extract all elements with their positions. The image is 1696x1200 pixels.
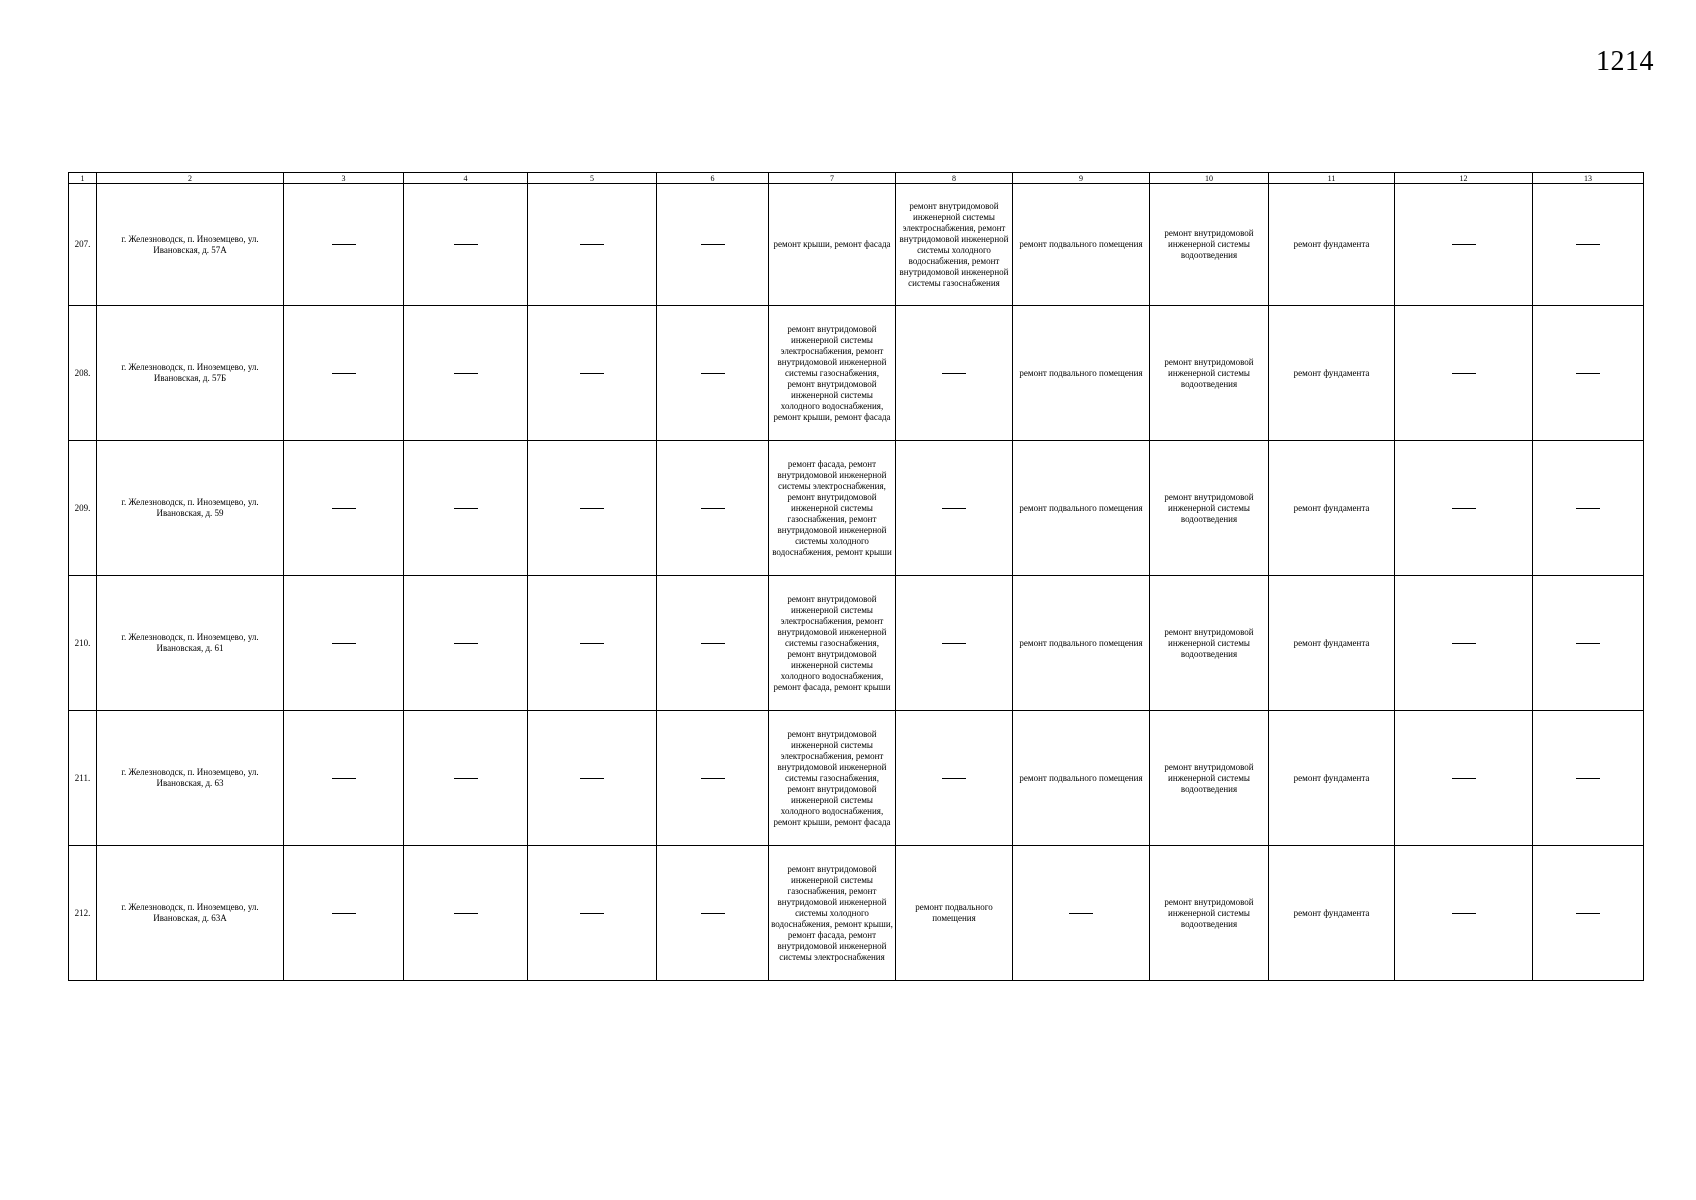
- column-header-1: 1: [69, 173, 97, 184]
- address-cell: г. Железноводск, п. Иноземцево, ул. Ивановская, д. 61: [97, 576, 284, 711]
- column-header-3: 3: [284, 173, 404, 184]
- column-header-2: 2: [97, 173, 284, 184]
- empty-dash: [454, 508, 478, 509]
- col-5-cell: [528, 184, 657, 306]
- column-header-10: 10: [1150, 173, 1269, 184]
- col-4-cell: [404, 184, 528, 306]
- col-7-cell: ремонт внутридомовой инженерной системы электроснабжения, ремонт внутридомовой инженерной системы газоснабжения, ремонт внутридомовой инженерной системы холодного водоснабжения, ремонт крыши, ремонт фасада: [769, 306, 896, 441]
- col-11-cell: ремонт фундамента: [1269, 441, 1395, 576]
- empty-dash: [454, 244, 478, 245]
- col-8-cell: [896, 576, 1013, 711]
- col-5-cell: [528, 306, 657, 441]
- col-7-cell: ремонт крыши, ремонт фасада: [769, 184, 896, 306]
- col-11-cell: ремонт фундамента: [1269, 306, 1395, 441]
- col-10-cell: ремонт внутридомовой инженерной системы водоотведения: [1150, 711, 1269, 846]
- empty-dash: [942, 508, 966, 509]
- col-4-cell: [404, 846, 528, 981]
- column-number-row: [69, 173, 1644, 184]
- empty-dash: [1452, 778, 1476, 779]
- col-10-cell: ремонт внутридомовой инженерной системы водоотведения: [1150, 576, 1269, 711]
- col-4-cell: [404, 576, 528, 711]
- empty-dash: [580, 778, 604, 779]
- column-header-9: 9: [1013, 173, 1150, 184]
- table-row: [69, 441, 1644, 576]
- col-3-cell: [284, 184, 404, 306]
- column-header-13: 13: [1533, 173, 1644, 184]
- col-13-cell: [1533, 441, 1644, 576]
- col-8-cell: ремонт подвального помещения: [896, 846, 1013, 981]
- col-12-cell: [1395, 711, 1533, 846]
- col-4-cell: [404, 306, 528, 441]
- empty-dash: [332, 778, 356, 779]
- address-cell: г. Железноводск, п. Иноземцево, ул. Ивановская, д. 57А: [97, 184, 284, 306]
- table-row: [69, 184, 1644, 306]
- col-5-cell: [528, 711, 657, 846]
- col-8-cell: [896, 711, 1013, 846]
- empty-dash: [1452, 508, 1476, 509]
- table-row: [69, 846, 1644, 981]
- col-12-cell: [1395, 846, 1533, 981]
- empty-dash: [1576, 373, 1600, 374]
- empty-dash: [332, 913, 356, 914]
- col-8-cell: [896, 306, 1013, 441]
- empty-dash: [454, 643, 478, 644]
- empty-dash: [332, 244, 356, 245]
- empty-dash: [454, 913, 478, 914]
- col-12-cell: [1395, 441, 1533, 576]
- col-12-cell: [1395, 306, 1533, 441]
- empty-dash: [580, 643, 604, 644]
- empty-dash: [580, 913, 604, 914]
- column-header-7: 7: [769, 173, 896, 184]
- col-5-cell: [528, 441, 657, 576]
- col-9-cell: ремонт подвального помещения: [1013, 711, 1150, 846]
- address-cell: г. Железноводск, п. Иноземцево, ул. Ивановская, д. 63А: [97, 846, 284, 981]
- address-cell: г. Железноводск, п. Иноземцево, ул. Ивановская, д. 63: [97, 711, 284, 846]
- col-9-cell: ремонт подвального помещения: [1013, 441, 1150, 576]
- address-cell: г. Железноводск, п. Иноземцево, ул. Ивановская, д. 59: [97, 441, 284, 576]
- col-9-cell: [1013, 846, 1150, 981]
- col-3-cell: [284, 441, 404, 576]
- empty-dash: [1576, 778, 1600, 779]
- col-11-cell: ремонт фундамента: [1269, 576, 1395, 711]
- col-6-cell: [657, 846, 769, 981]
- column-header-12: 12: [1395, 173, 1533, 184]
- col-11-cell: ремонт фундамента: [1269, 846, 1395, 981]
- empty-dash: [332, 508, 356, 509]
- empty-dash: [701, 913, 725, 914]
- col-6-cell: [657, 576, 769, 711]
- col-7-cell: ремонт внутридомовой инженерной системы газоснабжения, ремонт внутридомовой инженерной системы холодного водоснабжения, ремонт крыши, ремонт фасада, ремонт внутридомовой инженерной системы электроснабжения: [769, 846, 896, 981]
- col-12-cell: [1395, 576, 1533, 711]
- column-header-11: 11: [1269, 173, 1395, 184]
- col-7-cell: ремонт фасада, ремонт внутридомовой инженерной системы электроснабжения, ремонт внутридомовой инженерной системы газоснабжения, ремонт внутридомовой инженерной системы холодного водоснабжения, ремонт крыши: [769, 441, 896, 576]
- col-5-cell: [528, 576, 657, 711]
- row-number: 208.: [69, 306, 97, 441]
- col-7-cell: ремонт внутридомовой инженерной системы электроснабжения, ремонт внутридомовой инженерной системы газоснабжения, ремонт внутридомовой инженерной системы холодного водоснабжения, ремонт фасада, ремонт крыши: [769, 576, 896, 711]
- empty-dash: [942, 643, 966, 644]
- column-header-5: 5: [528, 173, 657, 184]
- row-number: 212.: [69, 846, 97, 981]
- empty-dash: [1576, 913, 1600, 914]
- col-6-cell: [657, 306, 769, 441]
- empty-dash: [701, 508, 725, 509]
- empty-dash: [701, 373, 725, 374]
- row-number: 211.: [69, 711, 97, 846]
- col-3-cell: [284, 576, 404, 711]
- empty-dash: [1452, 643, 1476, 644]
- column-header-6: 6: [657, 173, 769, 184]
- empty-dash: [580, 244, 604, 245]
- empty-dash: [1576, 643, 1600, 644]
- col-8-cell: [896, 441, 1013, 576]
- empty-dash: [701, 643, 725, 644]
- col-9-cell: ремонт подвального помещения: [1013, 306, 1150, 441]
- col-4-cell: [404, 441, 528, 576]
- empty-dash: [454, 373, 478, 374]
- col-13-cell: [1533, 846, 1644, 981]
- col-13-cell: [1533, 711, 1644, 846]
- col-3-cell: [284, 846, 404, 981]
- col-7-cell: ремонт внутридомовой инженерной системы электроснабжения, ремонт внутридомовой инженерной системы газоснабжения, ремонт внутридомовой инженерной системы холодного водоснабжения, ремонт крыши, ремонт фасада: [769, 711, 896, 846]
- table-row: [69, 576, 1644, 711]
- col-3-cell: [284, 306, 404, 441]
- empty-dash: [580, 508, 604, 509]
- empty-dash: [332, 643, 356, 644]
- empty-dash: [701, 244, 725, 245]
- col-10-cell: ремонт внутридомовой инженерной системы водоотведения: [1150, 306, 1269, 441]
- col-6-cell: [657, 711, 769, 846]
- col-10-cell: ремонт внутридомовой инженерной системы водоотведения: [1150, 846, 1269, 981]
- page-number: 1214: [1596, 46, 1654, 77]
- empty-dash: [942, 373, 966, 374]
- col-10-cell: ремонт внутридомовой инженерной системы водоотведения: [1150, 441, 1269, 576]
- address-cell: г. Железноводск, п. Иноземцево, ул. Ивановская, д. 57Б: [97, 306, 284, 441]
- empty-dash: [1576, 244, 1600, 245]
- empty-dash: [454, 778, 478, 779]
- empty-dash: [942, 778, 966, 779]
- col-11-cell: ремонт фундамента: [1269, 184, 1395, 306]
- table-row: [69, 306, 1644, 441]
- table-row: [69, 711, 1644, 846]
- col-12-cell: [1395, 184, 1533, 306]
- empty-dash: [701, 778, 725, 779]
- col-9-cell: ремонт подвального помещения: [1013, 576, 1150, 711]
- col-10-cell: ремонт внутридомовой инженерной системы водоотведения: [1150, 184, 1269, 306]
- col-6-cell: [657, 184, 769, 306]
- col-9-cell: ремонт подвального помещения: [1013, 184, 1150, 306]
- col-4-cell: [404, 711, 528, 846]
- empty-dash: [1452, 913, 1476, 914]
- column-header-8: 8: [896, 173, 1013, 184]
- col-8-cell: ремонт внутридомовой инженерной системы электроснабжения, ремонт внутридомовой инженерной системы холодного водоснабжения, ремонт внутридомовой инженерной системы газоснабжения: [896, 184, 1013, 306]
- row-number: 207.: [69, 184, 97, 306]
- col-13-cell: [1533, 576, 1644, 711]
- col-3-cell: [284, 711, 404, 846]
- empty-dash: [332, 373, 356, 374]
- col-5-cell: [528, 846, 657, 981]
- col-13-cell: [1533, 184, 1644, 306]
- row-number: 210.: [69, 576, 97, 711]
- empty-dash: [1576, 508, 1600, 509]
- col-11-cell: ремонт фундамента: [1269, 711, 1395, 846]
- empty-dash: [1069, 913, 1093, 914]
- empty-dash: [1452, 244, 1476, 245]
- empty-dash: [580, 373, 604, 374]
- repair-schedule-table: [68, 172, 1644, 981]
- empty-dash: [1452, 373, 1476, 374]
- row-number: 209.: [69, 441, 97, 576]
- col-6-cell: [657, 441, 769, 576]
- column-header-4: 4: [404, 173, 528, 184]
- col-13-cell: [1533, 306, 1644, 441]
